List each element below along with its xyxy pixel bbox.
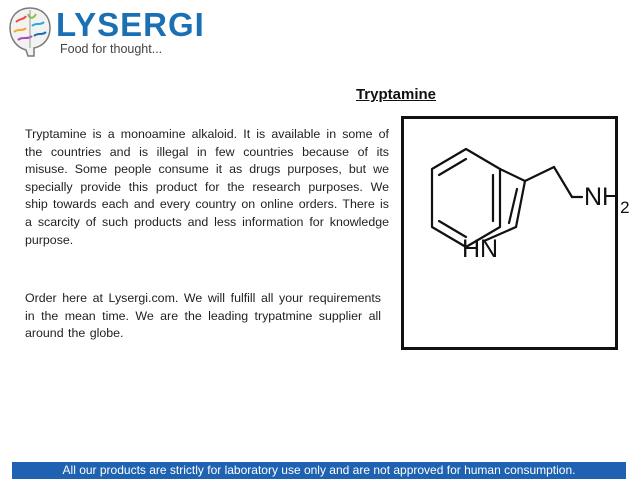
- amine-subscript: 2: [620, 198, 630, 217]
- bond-ca-cb: [554, 167, 572, 197]
- description-paragraph: Tryptamine is a monoamine alkaloid. It is available in some of the countries and is illegal in few countries because of its misuse. Some people consume it as drugs purposes, but we specially provide this product for the research purposes. We ship towards each and every country on online orders. There is a scarcity of such products and less information for knowledge purpose.: [25, 127, 389, 247]
- footer-disclaimer: All our products are strictly for laboratory use only and are not approved for human consumption.: [12, 462, 626, 479]
- brand-logo[interactable]: [6, 4, 206, 60]
- bond-c3-ca: [525, 167, 554, 181]
- amine-label: $NH_2$: [584, 183, 630, 217]
- molecule-structure-frame: [401, 116, 630, 350]
- brand-tagline: Food for thought...: [60, 42, 163, 56]
- bond-c3-c2: [516, 181, 525, 227]
- tryptamine-structure-diagram: [404, 119, 630, 347]
- benzene-ring: [432, 149, 500, 247]
- brain-icon: [6, 4, 54, 58]
- order-paragraph: Order here at Lysergi.com. We will fulfill all your requirements in the mean time. We are the leading trypatmine supplier all around the globe.: [25, 291, 381, 341]
- page-title: Tryptamine: [355, 86, 436, 103]
- brand-name: LYSERGI: [56, 6, 205, 43]
- bond-c3a-c3: [500, 169, 525, 181]
- bond-c2-c3-inner: [509, 189, 517, 223]
- ring-nh-label: HN: [462, 235, 499, 263]
